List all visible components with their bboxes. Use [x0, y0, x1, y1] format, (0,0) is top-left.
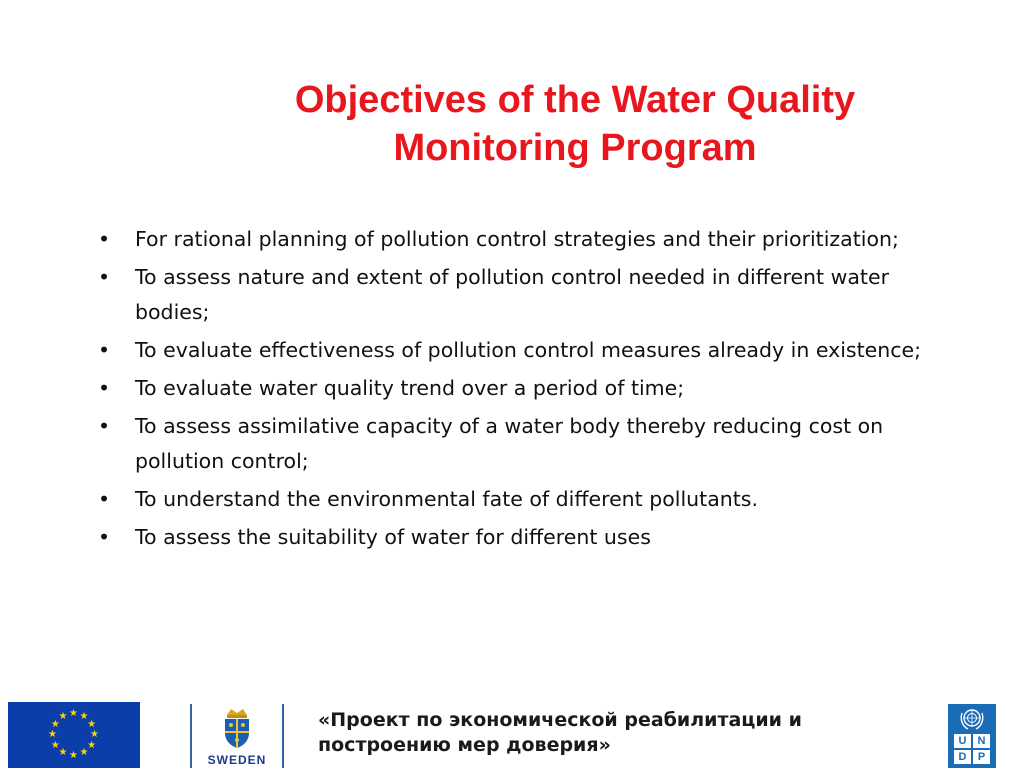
list-item-text: To assess nature and extent of pollution control needed in different water bodies; — [135, 265, 890, 324]
list-item-text: To understand the environmental fate of different pollutants. — [135, 487, 758, 511]
list-item — [98, 260, 938, 330]
list-item — [98, 482, 938, 517]
list-item — [98, 409, 938, 479]
bullet-icon: • — [98, 338, 111, 362]
sweden-logo — [190, 704, 284, 768]
project-caption-line-2: построению мер доверия» — [318, 734, 611, 756]
list-item — [98, 520, 938, 555]
eu-star-icon: ★ — [79, 747, 89, 759]
list-item-text: For rational planning of pollution control strategies and their prioritization; — [135, 227, 899, 251]
slide-title — [220, 76, 930, 172]
list-item — [98, 333, 938, 368]
eu-star-icon: ★ — [90, 729, 99, 740]
list-item-text: To evaluate water quality trend over a period of time; — [135, 376, 685, 400]
project-caption — [318, 708, 940, 758]
undp-letter: P — [973, 750, 990, 764]
bullet-icon: • — [98, 487, 111, 511]
bullet-icon: • — [98, 227, 111, 251]
eu-star-icon: ★ — [58, 710, 68, 722]
list-item-text: To assess assimilative capacity of a water body thereby reducing cost on pollution control; — [135, 414, 884, 473]
objectives-list — [98, 222, 938, 558]
undp-logo — [948, 704, 996, 768]
bullet-icon: • — [98, 525, 111, 549]
eu-star-icon: ★ — [50, 718, 60, 730]
undp-letter: N — [973, 734, 990, 748]
undp-letter: D — [954, 750, 971, 764]
swedish-crown-crest-icon — [217, 706, 257, 750]
slide-title-line-1: Objectives of the Water Quality — [294, 79, 856, 121]
bullet-icon: • — [98, 376, 111, 400]
eu-star-icon: ★ — [48, 729, 57, 740]
bullet-icon: • — [98, 265, 111, 289]
eu-star-icon: ★ — [69, 750, 78, 761]
sweden-label: SWEDEN — [192, 752, 282, 768]
project-caption-line-1: «Проект по экономической реабилитации и — [318, 709, 802, 731]
list-item-text: To assess the suitability of water for different uses — [135, 525, 651, 549]
eu-star-icon: ★ — [50, 739, 60, 751]
eu-star-icon: ★ — [69, 708, 78, 719]
list-item — [98, 222, 938, 257]
eu-star-icon: ★ — [87, 739, 97, 751]
undp-letters — [954, 734, 990, 764]
eu-star-icon: ★ — [79, 710, 89, 722]
eu-star-icon: ★ — [58, 747, 68, 759]
eu-star-icon: ★ — [87, 718, 97, 730]
slide-title-line-2: Monitoring Program — [393, 127, 757, 169]
undp-letter: U — [954, 734, 971, 748]
footer-logos — [0, 692, 1024, 768]
bullet-icon: • — [98, 414, 111, 438]
list-item — [98, 371, 938, 406]
un-emblem-icon — [958, 707, 986, 731]
list-item-text: To evaluate effectiveness of pollution control measures already in existence; — [135, 338, 922, 362]
eu-flag-icon — [8, 702, 140, 768]
